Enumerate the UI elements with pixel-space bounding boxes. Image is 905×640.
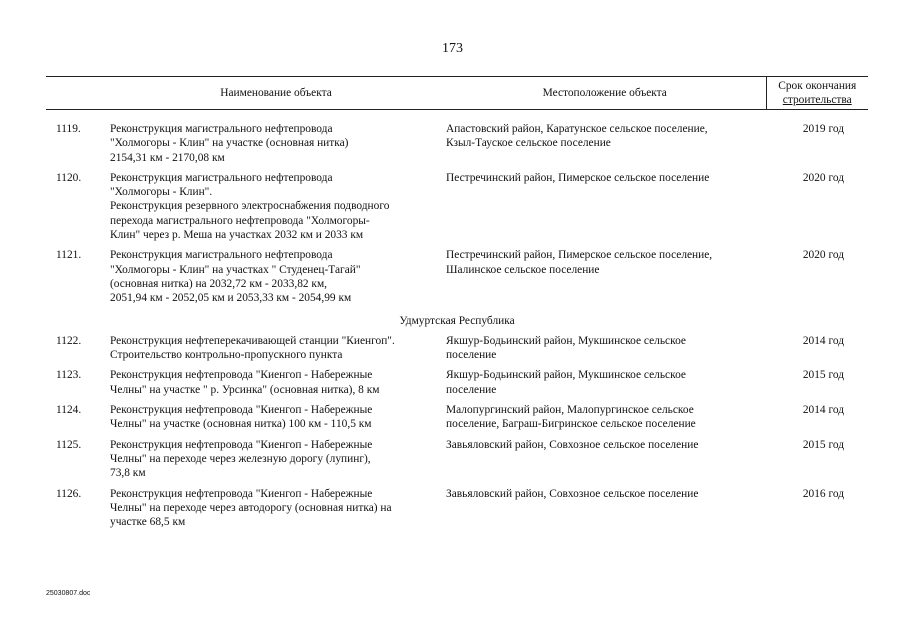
object-name-line: 2051,94 км - 2052,05 км и 2053,33 км - 2054,99 км [110,292,352,305]
object-name-cell [108,171,444,248]
object-location-line: Апастовский район, Каратунское сельское поселение, [446,123,708,135]
header-object-name: Наименование объекта [108,77,444,110]
object-location-cell [444,487,766,536]
object-location-cell [444,122,766,171]
object-name-cell [108,248,444,311]
header-term-line2: строительства [782,94,852,106]
object-name-line: Реконструкция нефтепровода "Киенгоп - Набережные [110,487,373,500]
page-number: 173 [442,41,463,56]
object-name-line: Клин" через р. Меша на участках 2032 км и 2033 км [110,229,364,242]
object-name-line: Реконструкция резервного электроснабжения подводного [110,200,390,213]
object-location-cell [444,334,766,369]
object-location-cell [444,248,766,311]
row-number: 1124. [56,404,82,417]
construction-term: 2014 год [802,334,844,347]
object-name-line: перехода магистрального нефтепровода "Холмогоры- [110,214,370,227]
construction-term: 2015 год [802,369,844,382]
object-name-cell [108,487,444,536]
object-name-line: Челны" на переходе через автодорогу (основная нитка) на [110,501,392,514]
construction-term: 2014 год [802,404,844,417]
object-name-line: Реконструкция нефтеперекачивающей станции "Киенгоп". [110,334,395,347]
object-name-cell [108,334,444,369]
header-number [46,77,108,110]
object-name-cell [108,438,444,487]
object-name-line: участке 68,5 км [110,516,186,529]
construction-term: 2015 год [802,438,844,451]
region-heading: Удмуртская Республика [399,314,515,327]
object-location-line: Пестречинский район, Пимерское сельское поселение [446,171,710,184]
table-row [46,122,868,171]
construction-term: 2020 год [802,171,844,184]
object-name-line: Челны" на переходе через железную дорогу (лупинг), [110,452,371,465]
object-location-line: Шалинское сельское поселение [446,263,600,276]
object-location-line: поселение [446,349,497,362]
construction-term: 2016 год [802,487,844,500]
object-name-line: Реконструкция нефтепровода "Киенгоп - Набережные [110,369,373,382]
object-name-line: "Холмогоры - Клин". [110,186,213,199]
object-location-line: Якшур-Бодьинский район, Мукшинское сельское [446,334,686,347]
table-row [46,248,868,311]
table-row [46,368,868,403]
object-name-line: (основная нитка) на 2032,72 км - 2033,82 км, [110,277,328,290]
object-name-cell [108,122,444,171]
object-location-line: поселение [446,383,497,396]
object-location-cell [444,438,766,487]
object-name-cell [108,368,444,403]
object-location-cell [444,403,766,438]
object-name-line: Челны" на участке " р. Урсинка" (основная нитка), 8 км [110,383,380,396]
row-number: 1120. [56,171,82,184]
row-number: 1119. [56,123,81,135]
object-name-cell [108,403,444,438]
objects-table [46,76,868,535]
row-number: 1123. [56,369,82,382]
object-name-line: Реконструкция нефтепровода "Киенгоп - Набережные [110,404,373,417]
object-name-line: Строительство контрольно-пропускного пункта [110,349,343,362]
header-object-location: Местоположение объекта [444,77,766,110]
object-location-cell [444,368,766,403]
object-location-line: Малопургинский район, Малопургинское сельское [446,404,694,417]
object-location-line: поселение, Баграш-Бигринское сельское поселение [446,418,696,431]
object-name-line: Реконструкция магистрального нефтепровода [110,249,333,262]
object-location-cell [444,171,766,248]
table-row [46,487,868,536]
header-construction-term [766,77,868,110]
object-location-line: Кзыл-Тауское сельское поселение [446,137,611,150]
object-location-line: Якшур-Бодьинский район, Мукшинское сельское [446,369,686,382]
object-name-line: "Холмогоры - Клин" на участке (основная нитка) [110,137,349,150]
row-number: 1125. [56,438,82,451]
object-location-line: Завьяловский район, Совхозное сельское поселение [446,487,699,500]
header-term-line1: Срок окончания [778,80,857,92]
object-location-line: Завьяловский район, Совхозное сельское поселение [446,438,699,451]
object-location-line: Пестречинский район, Пимерское сельское поселение, [446,249,713,262]
object-name-line: 73,8 км [110,467,146,480]
document-filename: 25030807.doc [46,590,91,597]
table-row [46,334,868,369]
row-number: 1122. [56,334,82,347]
construction-term: 2020 год [802,249,844,262]
table-row [46,403,868,438]
table-row [46,171,868,248]
table-header-row [46,77,868,110]
construction-term: 2019 год [802,123,844,135]
object-name-line: Реконструкция магистрального нефтепровода [110,123,333,135]
object-name-line: Реконструкция нефтепровода "Киенгоп - Набережные [110,438,373,451]
object-name-line: Челны" на участке (основная нитка) 100 км - 110,5 км [110,418,372,431]
object-name-line: Реконструкция магистрального нефтепровода [110,171,333,184]
table-row [46,438,868,487]
row-number: 1126. [56,487,82,500]
object-name-line: 2154,31 км - 2170,08 км [110,151,225,164]
object-name-line: "Холмогоры - Клин" на участках " Студенец-Тагай" [110,263,361,276]
region-heading-row [46,312,868,334]
row-number: 1121. [56,249,82,262]
